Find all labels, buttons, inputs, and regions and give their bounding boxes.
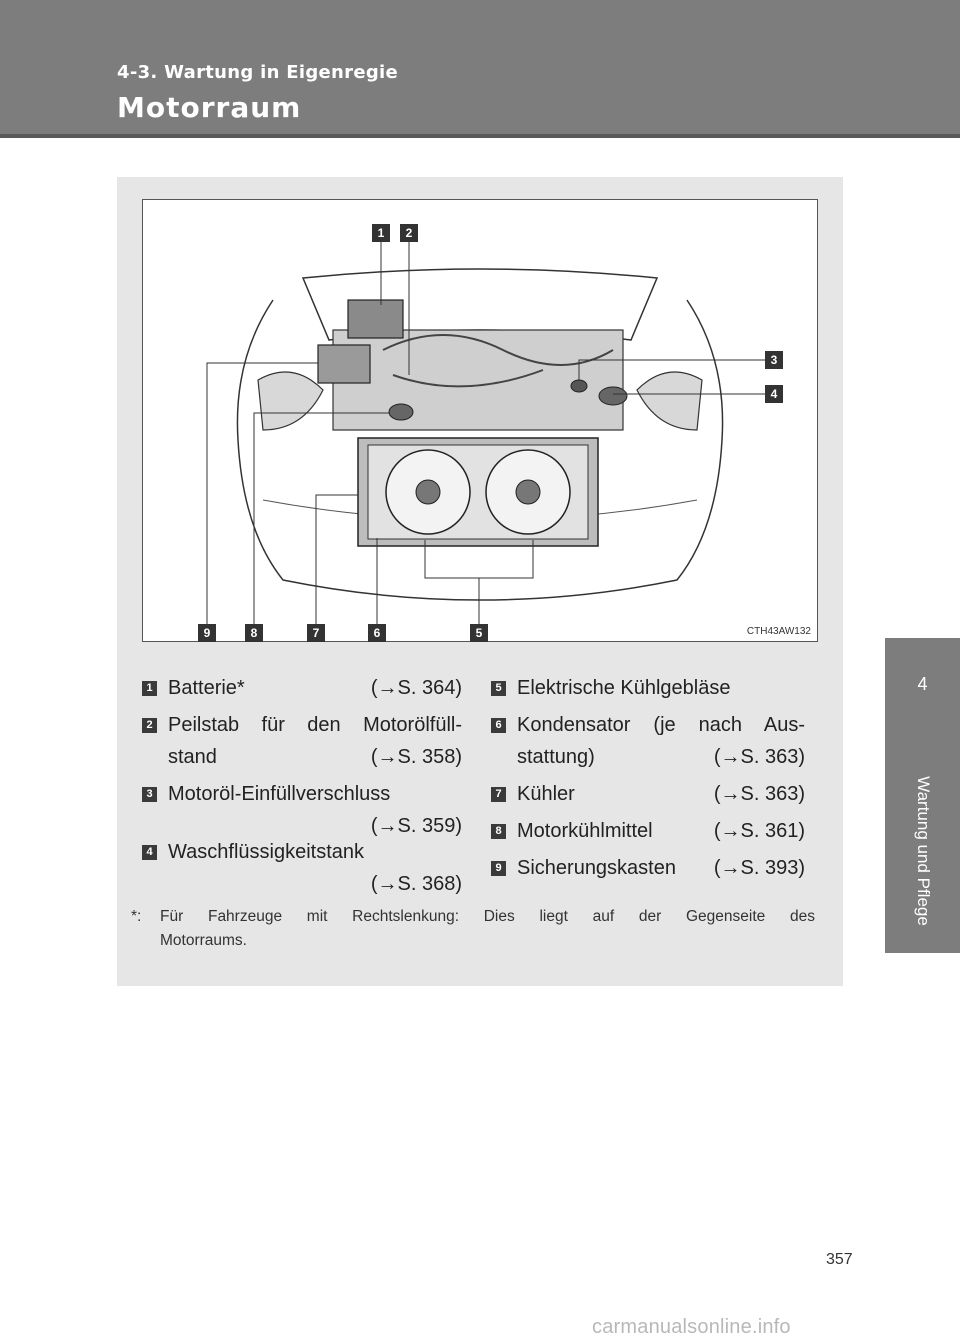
page-header: [0, 0, 960, 134]
legend-badge-4: 4: [142, 845, 157, 860]
legend-ref-9: (→S. 393): [713, 857, 805, 879]
footnote-mark: *:: [131, 908, 142, 925]
legend-badge-1: 1: [142, 681, 157, 696]
legend-badge-3: 3: [142, 787, 157, 802]
legend-ref-7: (→S. 363): [713, 783, 805, 805]
battery: [318, 345, 370, 383]
engine-bay-illustration: [143, 200, 817, 641]
legend-ref-6: (→S. 363): [713, 746, 805, 768]
legend-badge-8: 8: [491, 824, 506, 839]
legend-label-4: Waschflüssigkeitstank: [168, 841, 364, 863]
callout-leaders: [207, 240, 773, 626]
legend-ref-8: (→S. 361): [713, 820, 805, 842]
footnote-line-1: Für Fahrzeuge mit Rechtslenkung: Dies liegt auf der Gegenseite des: [160, 908, 815, 925]
legend-label-6a: Kondensator (je nach Aus-: [517, 714, 805, 736]
figure-callout-5: 5: [470, 624, 488, 642]
chapter-title: Wartung und Pflege: [913, 775, 933, 926]
legend-item-2: [142, 709, 462, 773]
legend-item-6: [491, 709, 805, 773]
page-number: 357: [826, 1251, 853, 1268]
engine-bay-figure: [142, 199, 818, 642]
legend-label-2b: stand: [168, 746, 217, 768]
legend-label-9: Sicherungskasten: [517, 857, 676, 879]
legend-item-1: [142, 672, 462, 704]
legend-label-5: Elektrische Kühlgebläse: [517, 677, 731, 699]
footnote-line-2: Motorraums.: [160, 932, 247, 949]
figure-callout-9: 9: [198, 624, 216, 642]
figure-callout-3: 3: [765, 351, 783, 369]
legend-badge-6: 6: [491, 718, 506, 733]
washer-tank: [599, 387, 627, 405]
left-headlight: [258, 372, 323, 430]
legend-badge-7: 7: [491, 787, 506, 802]
legend-ref-2: (→S. 358): [370, 746, 462, 768]
legend-label-2a: Peilstab für den Motorölfüll-: [168, 714, 462, 736]
legend-ref-3: (→S. 359): [370, 815, 462, 837]
legend-badge-9: 9: [491, 861, 506, 876]
legend-label-1: Batterie*: [168, 677, 245, 699]
legend-label-6b: stattung): [517, 746, 595, 768]
figure-code: CTH43AW132: [746, 626, 811, 637]
section-label: 4-3. Wartung in Eigenregie: [117, 62, 399, 83]
page-title: Motorraum: [117, 91, 302, 124]
legend-label-8: Motorkühlmittel: [517, 820, 653, 842]
legend-item-5: [491, 672, 805, 704]
legend-label-3: Motoröl-Einfüllverschluss: [168, 783, 391, 805]
watermark: carmanualsonline.info: [592, 1316, 791, 1338]
legend-item-9: [491, 852, 805, 884]
legend-item-4: [142, 836, 462, 900]
chapter-number: 4: [917, 674, 928, 694]
legend-item-3: [142, 778, 462, 842]
legend-ref-1: (→S. 364): [370, 677, 462, 699]
right-headlight: [637, 372, 702, 430]
legend-label-7: Kühler: [517, 783, 575, 805]
coolant-reservoir: [389, 404, 413, 420]
legend-badge-2: 2: [142, 718, 157, 733]
chapter-side-tab[interactable]: [885, 638, 960, 953]
legend-badge-5: 5: [491, 681, 506, 696]
figure-callout-7: 7: [307, 624, 325, 642]
legend-item-7: [491, 778, 805, 810]
content-panel: [117, 177, 843, 986]
figure-callout-2: 2: [400, 224, 418, 242]
figure-callout-4: 4: [765, 385, 783, 403]
legend-ref-4: (→S. 368): [370, 873, 462, 895]
legend-item-8: [491, 815, 805, 847]
figure-callout-6: 6: [368, 624, 386, 642]
figure-callout-1: 1: [372, 224, 390, 242]
header-divider: [0, 134, 960, 138]
oil-cap: [571, 380, 587, 392]
fuse-box: [348, 300, 403, 338]
figure-callout-8: 8: [245, 624, 263, 642]
